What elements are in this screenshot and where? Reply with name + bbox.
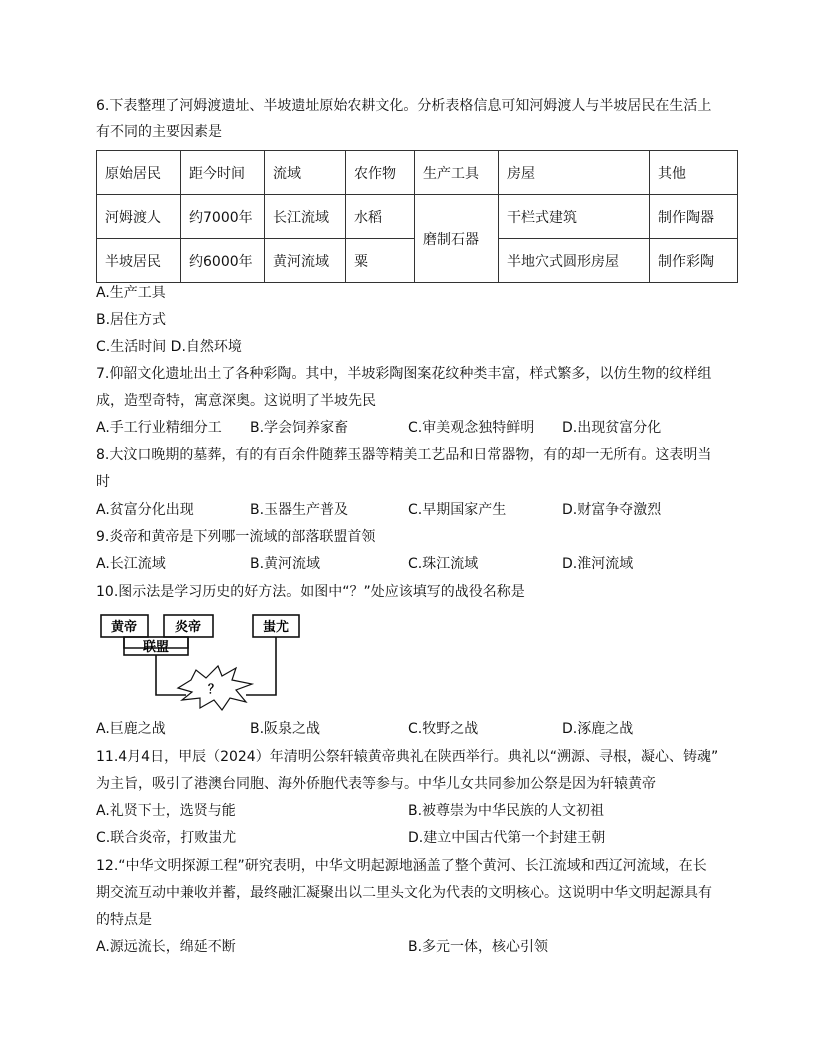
table-cell: 干栏式建筑 [499,195,650,239]
yandi-label: 炎帝 [174,620,202,635]
table-cell: 粟 [346,239,415,283]
q11-option-c: C.联合炎帝，打败蚩尤 [96,830,237,846]
q6-stem-line2: 有不同的主要因素是 [96,124,222,140]
q9-option-a: A.长江流域 [96,556,166,572]
table-cell: 约7000年 [181,195,265,239]
table-cell: 河姆渡人 [97,195,181,239]
table-header-cell: 生产工具 [415,151,499,195]
q10-option-a: A.巨鹿之战 [96,721,166,737]
table-header-cell: 房屋 [499,151,650,195]
q7-stem-line1: 7.仰韶文化遗址出土了各种彩陶。其中，半坡彩陶图案花纹种类丰富，样式繁多，以仿生物的纹样组 [96,366,712,382]
q9-stem-line1: 9.炎帝和黄帝是下列哪一流域的部落联盟首领 [96,529,376,545]
q8-stem-line1: 8.大汶口晚期的墓葬，有的有百余件随葬玉器等精美工艺品和日常器物，有的却一无所有。这表明当 [96,447,712,463]
table-header-row [97,151,738,195]
q7-option-a: A.手工行业精细分工 [96,420,222,436]
q8-stem-line2: 时 [96,474,110,490]
q12-stem-line3: 的特点是 [96,912,152,928]
q11-option-a: A.礼贤下士，选贤与能 [96,803,236,819]
table-header-cell: 流域 [265,151,346,195]
q6-stem-line1: 6.下表整理了河姆渡遗址、半坡遗址原始农耕文化。分析表格信息可知河姆渡人与半坡居民在生活上 [96,98,712,114]
huangdi-label: 黄帝 [110,620,138,635]
q9-option-d: D.淮河流域 [562,556,634,572]
table-header-cell: 距今时间 [181,151,265,195]
q11-option-d: D.建立中国古代第一个封建王朝 [408,830,606,846]
q7-option-d: D.出现贫富分化 [562,420,662,436]
table-cell: 制作陶器 [650,195,738,239]
q7-option-b: B.学会饲养家畜 [250,420,349,436]
table-cell: 黄河流域 [265,239,346,283]
union-label: 联盟 [142,640,170,655]
unknown-battle-mark: ？ [207,682,221,696]
q12-stem-line2: 期交流互动中兼收并蓄，最终融汇凝聚出以二里头文化为代表的文明核心。这说明中华文明起源具有 [96,885,712,901]
q10-option-b: B.阪泉之战 [250,721,321,737]
table-cell: 制作彩陶 [650,239,738,283]
q8-option-d: D.财富争夺激烈 [562,502,662,518]
table-row [97,195,738,239]
q12-stem-line1: 12.“中华文明探源工程”研究表明，中华文明起源地涵盖了整个黄河、长江流域和西辽河流域，在长 [96,858,707,874]
q10-stem-line1: 10.图示法是学习历史的好方法。如图中“？”处应该填写的战役名称是 [96,584,525,600]
q7-option-c: C.审美观念独特鲜明 [408,420,535,436]
q8-option-c: C.早期国家产生 [408,502,507,518]
q6-table [96,150,738,283]
q12-option-b: B.多元一体，核心引领 [408,939,549,955]
table-header-cell: 其他 [650,151,738,195]
alliance-battle-diagram [96,610,311,715]
table-header-cell: 原始居民 [97,151,181,195]
chiyou-connector [246,637,276,695]
q9-option-c: C.珠江流域 [408,556,479,572]
table-cell: 长江流域 [265,195,346,239]
table-header-cell: 农作物 [346,151,415,195]
q10-option-d: D.涿鹿之战 [562,721,634,737]
q11-option-b: B.被尊崇为中华民族的人文初祖 [408,803,605,819]
q11-stem-line2: 为主旨，吸引了港澳台同胞、海外侨胞代表等参与。中华儿女共同参加公祭是因为轩辕黄帝 [96,776,656,792]
chiyou-label: 蚩尤 [262,620,290,635]
table-cell-merged: 磨制石器 [415,195,499,283]
q6-option-cd: C.生活时间 D.自然环境 [96,339,242,355]
q10-option-c: C.牧野之战 [408,721,479,737]
table-cell: 水稻 [346,195,415,239]
table-cell: 半坡居民 [97,239,181,283]
q7-stem-line2: 成，造型奇特，寓意深奥。这说明了半坡先民 [96,393,376,409]
q9-option-b: B.黄河流域 [250,556,321,572]
q6-option-a: A.生产工具 [96,285,166,301]
q11-stem-line1: 11.4月4日，甲辰（2024）年清明公祭轩辕黄帝典礼在陕西举行。典礼以“溯源、寻根，凝心、铸魂” [96,749,719,765]
q8-option-a: A.贫富分化出现 [96,502,194,518]
table-cell: 半地穴式圆形房屋 [499,239,650,283]
q8-option-b: B.玉器生产普及 [250,502,349,518]
table-cell: 约6000年 [181,239,265,283]
q12-option-a: A.源远流长，绵延不断 [96,939,236,955]
q6-option-b: B.居住方式 [96,312,167,328]
